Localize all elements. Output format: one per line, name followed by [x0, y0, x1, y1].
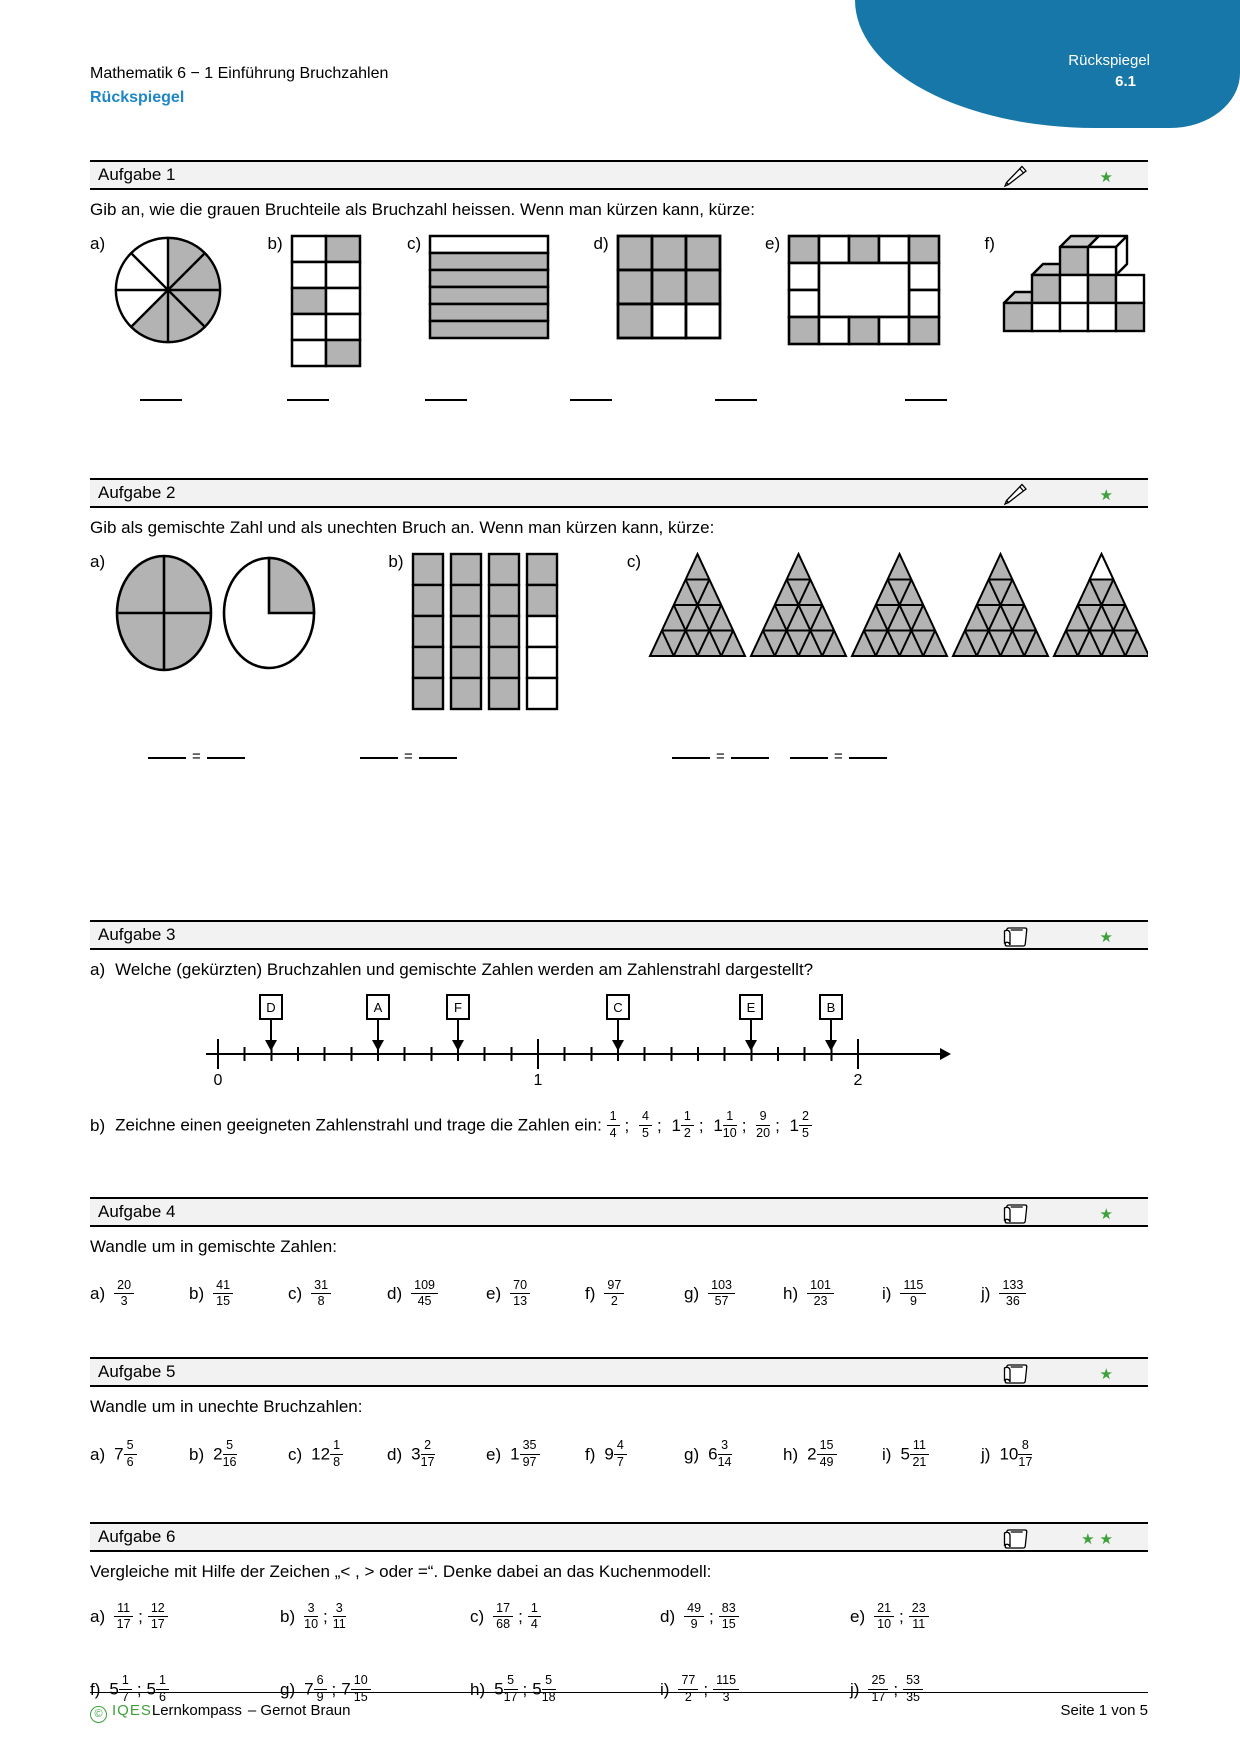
figure-label: c) — [407, 234, 422, 253]
answer-blank — [570, 398, 612, 401]
marker-arrow-icon — [265, 1040, 277, 1051]
book-icon — [1002, 1202, 1030, 1231]
marker-stem — [377, 1018, 379, 1040]
answer-pair — [360, 748, 457, 765]
answer-blank — [425, 398, 467, 401]
marker-stem — [617, 1018, 619, 1040]
figure-label: a) — [90, 552, 106, 571]
comparison-pair-item: b) $\frac{3}{10}$ ; $\frac{3}{11}$ — [280, 1600, 346, 1632]
major-tick — [857, 1039, 859, 1069]
equals-sign: = — [716, 748, 725, 765]
task1-answer-blanks — [90, 398, 1148, 420]
comparison-pair-item: d) $\frac{49}{9}$ ; $\frac{83}{15}$ — [660, 1602, 850, 1633]
task2-figure-a — [90, 552, 322, 674]
fraction-item: c) $\frac{31}{8}$ — [288, 1279, 387, 1310]
answer-blank — [207, 756, 245, 759]
equals-sign: = — [834, 748, 843, 765]
comparison-pair-item: e) $\frac{21}{10}$ ; $\frac{23}{11}$ — [850, 1602, 1040, 1633]
answer-blank — [731, 756, 769, 759]
stripes-fraction-figure — [428, 234, 550, 342]
course-title: Mathematik 6 − 1 Einführung Bruchzahlen — [90, 65, 389, 82]
circle-fraction-figure — [112, 234, 224, 346]
fraction-item: b) $\frac{41}{15}$ — [189, 1279, 288, 1310]
answer-blank — [849, 756, 887, 759]
triangles-fraction-figure — [648, 552, 1148, 658]
task2-header — [90, 478, 1148, 508]
fraction-item: h) $\frac{101}{23}$ — [783, 1279, 882, 1310]
answer-pair — [148, 748, 245, 765]
strips-fraction-figure — [411, 552, 561, 712]
marker-arrow-icon — [452, 1040, 464, 1051]
task1-figure-c — [407, 234, 550, 342]
book-icon — [1002, 1527, 1030, 1556]
answer-pair — [672, 748, 769, 765]
marker-arrow-icon — [745, 1040, 757, 1051]
marker-stem — [750, 1018, 752, 1040]
fraction-value: $\frac{9}{20}$ ; — [756, 1109, 780, 1140]
brand-lernkompass: Lernkompass — [151, 1702, 242, 1719]
comparison-pair-item: h) 5 $\frac{5}{17}$ ; 5 $\frac{5}{18}$ — [470, 1673, 556, 1704]
figure-label: d) — [593, 234, 609, 253]
marker-stem — [270, 1018, 272, 1040]
answer-blank — [715, 398, 757, 401]
task6-difficulty-stars: ★★ — [1081, 1530, 1118, 1548]
axis-label: 2 — [853, 1072, 863, 1089]
brand-iqes: IQES — [112, 1702, 152, 1719]
task6-instruction: Vergleiche mit Hilfe der Zeichen „< , > oder =“. Denke dabei an das Kuchenmodell: — [90, 1561, 712, 1581]
book-icon — [1002, 925, 1030, 954]
marker-arrow-icon — [612, 1040, 624, 1051]
task5-items — [90, 1439, 1148, 1470]
figure-label: f) — [984, 234, 995, 253]
corner-number: 6.1 — [1115, 73, 1136, 90]
publisher-brand — [90, 1702, 350, 1723]
fraction-item: e) $\frac{70}{13}$ — [486, 1279, 585, 1310]
task2-instruction: Gib als gemischte Zahl und als unechten Bruch an. Wenn man kürzen kann, kürze: — [90, 518, 715, 537]
document-header — [90, 62, 388, 110]
task3-title: Aufgabe 3 — [98, 925, 176, 944]
answer-blank — [148, 756, 186, 759]
marker-box-B: B — [819, 994, 843, 1020]
fraction-item: a) $\frac{20}{3}$ — [90, 1279, 189, 1310]
task3-header — [90, 920, 1148, 950]
task1-figures — [90, 234, 1148, 370]
mixed-number-item: c) 12 $\frac{1}{8}$ — [288, 1439, 387, 1470]
major-tick — [217, 1039, 219, 1069]
task5-header — [90, 1357, 1148, 1387]
answer-blank — [790, 756, 828, 759]
copyright-icon: © — [90, 1706, 107, 1723]
task4-header — [90, 1197, 1148, 1227]
answer-blank — [287, 398, 329, 401]
fraction-item: i) $\frac{115}{9}$ — [882, 1279, 981, 1310]
marker-box-D: D — [259, 994, 283, 1020]
mixed-number-item: h) 2 $\frac{15}{49}$ — [783, 1439, 882, 1470]
mixed-number-item: e) 1 $\frac{35}{97}$ — [486, 1439, 585, 1470]
corner-label — [990, 50, 1150, 92]
minor-ticks — [217, 1047, 861, 1061]
fraction-item: f) $\frac{97}{2}$ — [585, 1279, 684, 1310]
figure-label: e) — [765, 234, 781, 253]
task6-items — [90, 1602, 1148, 1705]
mixed-number-item: g) 6 $\frac{3}{14}$ — [684, 1438, 732, 1469]
answer-pair — [790, 748, 887, 765]
mixed-number-item: j) 10 $\frac{8}{17}$ — [981, 1438, 1033, 1469]
task4-difficulty-stars: ★ — [1099, 1205, 1118, 1223]
task5-title: Aufgabe 5 — [98, 1362, 176, 1381]
pencil-icon — [1002, 483, 1030, 512]
page-footer — [90, 1692, 1148, 1723]
answer-blank — [672, 756, 710, 759]
fraction-item: d) $\frac{109}{45}$ — [387, 1279, 486, 1310]
fraction-value: 1 $\frac{1}{10}$ ; — [713, 1109, 747, 1140]
answer-blank — [905, 398, 947, 401]
comparison-pair-item: i) $\frac{77}{2}$ ; $\frac{115}{3}$ — [660, 1674, 850, 1705]
figure-label: c) — [626, 552, 641, 571]
task6-header — [90, 1522, 1148, 1552]
task1-figure-e — [765, 234, 941, 346]
marker-stem — [830, 1018, 832, 1040]
book-icon — [1002, 1362, 1030, 1391]
part-label: b) — [90, 1115, 106, 1135]
marker-stem — [457, 1018, 459, 1040]
marker-arrow-icon — [825, 1040, 837, 1051]
corner-title: Rückspiegel — [1068, 52, 1150, 69]
task1-figure-a — [90, 234, 224, 346]
page-number: Seite 1 von 5 — [1060, 1702, 1148, 1719]
task2-figures — [90, 552, 1148, 712]
task3-part-b-text: Zeichne einen geeigneten Zahlenstrahl und trage die Zahlen ein: — [115, 1115, 602, 1135]
task2-answer-blanks — [90, 748, 1148, 770]
task3-part-b — [90, 1110, 1148, 1141]
fraction-value: 1 $\frac{2}{5}$ — [790, 1116, 812, 1135]
pencil-icon — [1002, 165, 1030, 194]
mixed-number-item: f) 9 $\frac{4}{7}$ — [585, 1439, 684, 1470]
equals-sign: = — [192, 748, 201, 765]
axis-label: 1 — [533, 1072, 543, 1089]
task3-number-list — [607, 1109, 812, 1140]
task4-items — [90, 1279, 1148, 1310]
number-line — [200, 994, 980, 1094]
answer-blank — [140, 398, 182, 401]
author-name: – Gernot Braun — [247, 1702, 351, 1719]
mixed-number-item: d) 3 $\frac{2}{17}$ — [387, 1438, 435, 1469]
task2-title: Aufgabe 2 — [98, 483, 176, 502]
task2-difficulty-stars: ★ — [1099, 487, 1118, 504]
comparison-pair-item: j) $\frac{25}{17}$ ; $\frac{53}{35}$ — [850, 1674, 1040, 1705]
task2-figure-c — [627, 552, 1148, 658]
fraction-item: j) $\frac{133}{36}$ — [981, 1279, 1080, 1310]
task1-figure-f — [985, 234, 1148, 334]
mixed-number-item: b) 2 $\frac{5}{16}$ — [189, 1438, 237, 1469]
marker-box-A: A — [366, 994, 390, 1020]
equals-sign: = — [404, 748, 413, 765]
marker-box-E: E — [739, 994, 763, 1020]
fraction-value: $\frac{4}{5}$ ; — [639, 1116, 667, 1135]
comparison-pair-item: a) $\frac{11}{17}$ ; $\frac{12}{17}$ — [90, 1602, 280, 1633]
part-label: a) — [90, 960, 106, 979]
axis-label: 0 — [213, 1072, 223, 1089]
marker-box-F: F — [446, 994, 470, 1020]
mixed-number-item: a) 7 $\frac{5}{6}$ — [90, 1439, 189, 1470]
fraction-value: 1 $\frac{1}{2}$ ; — [671, 1109, 704, 1140]
task6-title: Aufgabe 6 — [98, 1526, 176, 1546]
task1-title: Aufgabe 1 — [98, 165, 176, 184]
figure-label: a) — [90, 234, 106, 253]
task1-figure-d — [594, 234, 722, 340]
task2-figure-b — [388, 552, 560, 712]
comparison-pair-item: g) 7 $\frac{6}{9}$ ; 7 $\frac{10}{15}$ — [280, 1674, 470, 1705]
task4-instruction: Wandle um in gemischte Zahlen: — [90, 1236, 337, 1256]
task1-figure-b — [268, 234, 364, 370]
task3-part-a — [90, 960, 1148, 980]
figure-label: b) — [388, 552, 404, 571]
mixed-number-item: i) 5 $\frac{11}{21}$ — [882, 1439, 981, 1470]
task1-instruction: Gib an, wie die grauen Bruchteile als Bruchzahl heissen. Wenn man kürzen kann, kürze: — [90, 200, 755, 219]
comparison-pair-item: c) $\frac{17}{68}$ ; $\frac{1}{4}$ — [470, 1602, 660, 1633]
axis-arrow-icon — [940, 1048, 951, 1060]
marker-box-C: C — [606, 994, 630, 1020]
figure-label: b) — [267, 234, 283, 253]
task4-title: Aufgabe 4 — [98, 1201, 176, 1221]
task3-part-a-text: Welche (gekürzten) Bruchzahlen und gemischte Zahlen werden am Zahlenstrahl dargestellt? — [115, 960, 814, 979]
ellipse-fraction-figure — [112, 552, 322, 674]
grid-fraction-figure — [290, 234, 364, 370]
comparison-pair-item: f) 5 $\frac{1}{7}$ ; 5 $\frac{1}{6}$ — [90, 1674, 280, 1705]
grid-fraction-figure — [616, 234, 722, 340]
marker-arrow-icon — [372, 1040, 384, 1051]
task5-difficulty-stars: ★ — [1099, 1366, 1118, 1383]
cube-staircase-figure — [1002, 234, 1148, 334]
frame-fraction-figure — [787, 234, 941, 346]
task1-header — [90, 160, 1148, 190]
fraction-value: $\frac{1}{4}$ ; — [607, 1116, 635, 1135]
task3-difficulty-stars: ★ — [1099, 929, 1118, 946]
task5-instruction: Wandle um in unechte Bruchzahlen: — [90, 1397, 363, 1416]
answer-blank — [360, 756, 398, 759]
major-tick — [537, 1039, 539, 1069]
document-subtitle: Rückspiegel — [90, 89, 185, 106]
answer-blank — [419, 756, 457, 759]
task1-difficulty-stars: ★ — [1099, 169, 1118, 186]
fraction-item: g) $\frac{103}{57}$ — [684, 1279, 783, 1310]
